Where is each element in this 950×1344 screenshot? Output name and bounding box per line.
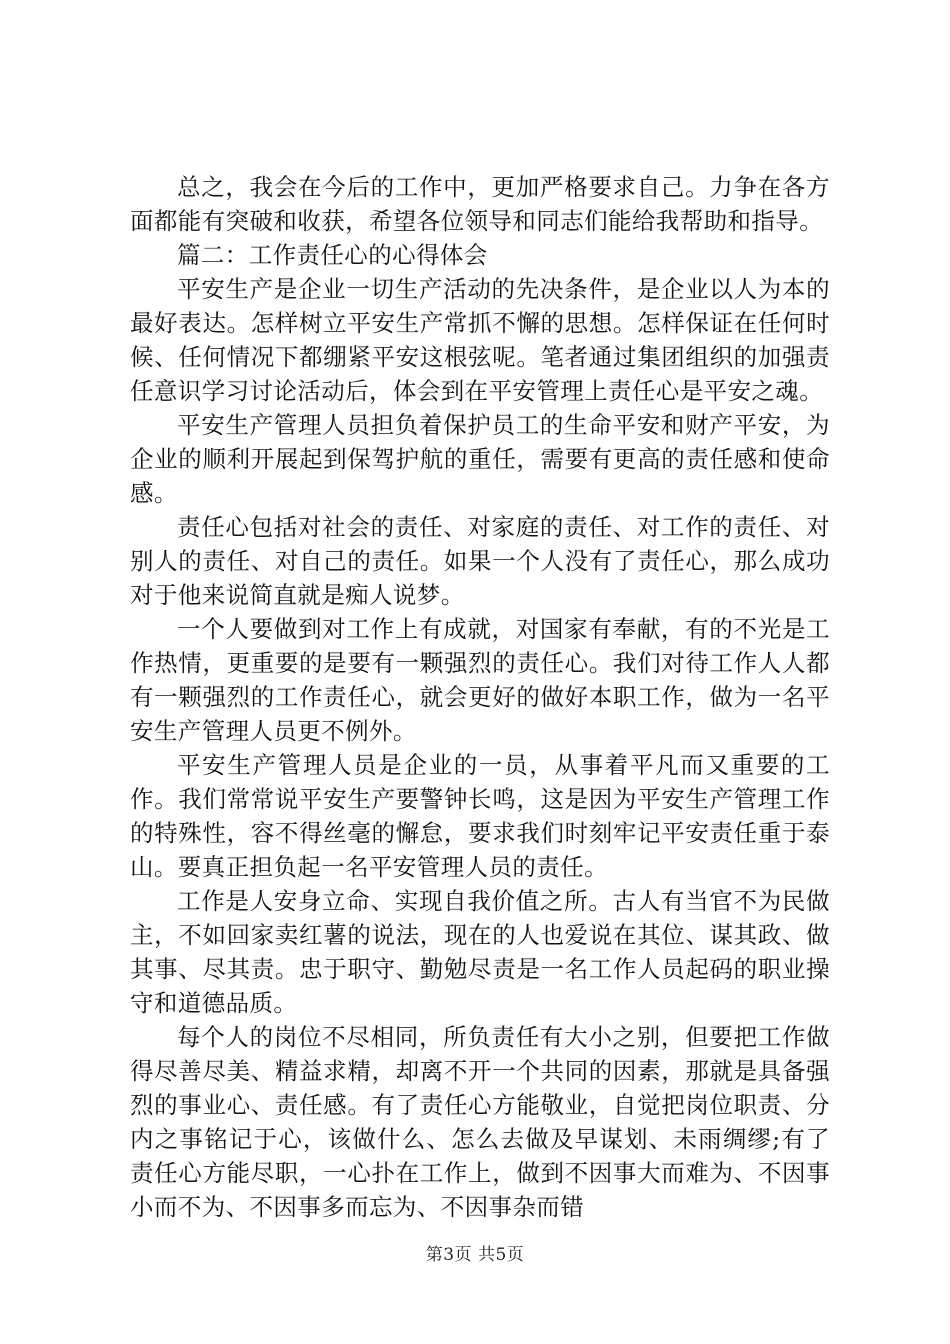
page-number-footer: 第3页 共5页 <box>425 1245 525 1265</box>
paragraph: 每个人的岗位不尽相同，所负责任有大小之别，但要把工作做得尽善尽美、精益求精，却离不开一个共同的因素，那就是具备强烈的事业心、责任感。有了责任心方能敬业，自觉把岗位职责、分内之事铭记于心，该做什么、怎么去做及早谋划、未雨绸缪;有了责任心方能尽职，一心扑在工作上，做到不因事大而难为、不因事小而不为、不因事多而忘为、不因事杂而错 <box>130 1023 830 1221</box>
paragraph: 平安生产管理人员是企业的一员，从事着平凡而又重要的工作。我们常常说平安生产要警钟长鸣，这是因为平安生产管理工作的特殊性，容不得丝毫的懈怠，要求我们时刻牢记平安责任重于泰山。要真正担负起一名平安管理人员的责任。 <box>130 751 830 881</box>
paragraph: 责任心包括对社会的责任、对家庭的责任、对工作的责任、对别人的责任、对自己的责任。如果一个人没有了责任心，那么成功对于他来说简直就是痴人说梦。 <box>130 513 830 609</box>
paragraph: 平安生产是企业一切生产活动的先决条件，是企业以人为本的最好表达。怎样树立平安生产常抓不懈的思想。怎样保证在任何时候、任何情况下都绷紧平安这根弦呢。笔者通过集团组织的加强责任意识学习讨论活动后，体会到在平安管理上责任心是平安之魂。 <box>130 275 830 405</box>
paragraph: 工作是人安身立命、实现自我价值之所。古人有当官不为民做主，不如回家卖红薯的说法，现在的人也爱说在其位、谋其政、做其事、尽其责。忠于职守、勤勉尽责是一名工作人员起码的职业操守和道德品质。 <box>130 887 830 1017</box>
section-heading: 篇二：工作责任心的心得体会 <box>177 241 488 269</box>
document-body <box>130 170 830 1224</box>
paragraph: 一个人要做到对工作上有成就，对国家有奉献，有的不光是工作热情，更重要的是要有一颗强烈的责任心。我们对待工作人人都有一颗强烈的工作责任心，就会更好的做好本职工作，做为一名平安生产管理人员更不例外。 <box>130 615 830 745</box>
paragraph: 平安生产管理人员担负着保护员工的生命平安和财产平安，为企业的顺利开展起到保驾护航的重任，需要有更高的责任感和使命感。 <box>130 411 830 507</box>
paragraph-conclusion: 总之，我会在今后的工作中，更加严格要求自己。力争在各方面都能有突破和收获，希望各位领导和同志们能给我帮助和指导。 <box>130 173 830 235</box>
